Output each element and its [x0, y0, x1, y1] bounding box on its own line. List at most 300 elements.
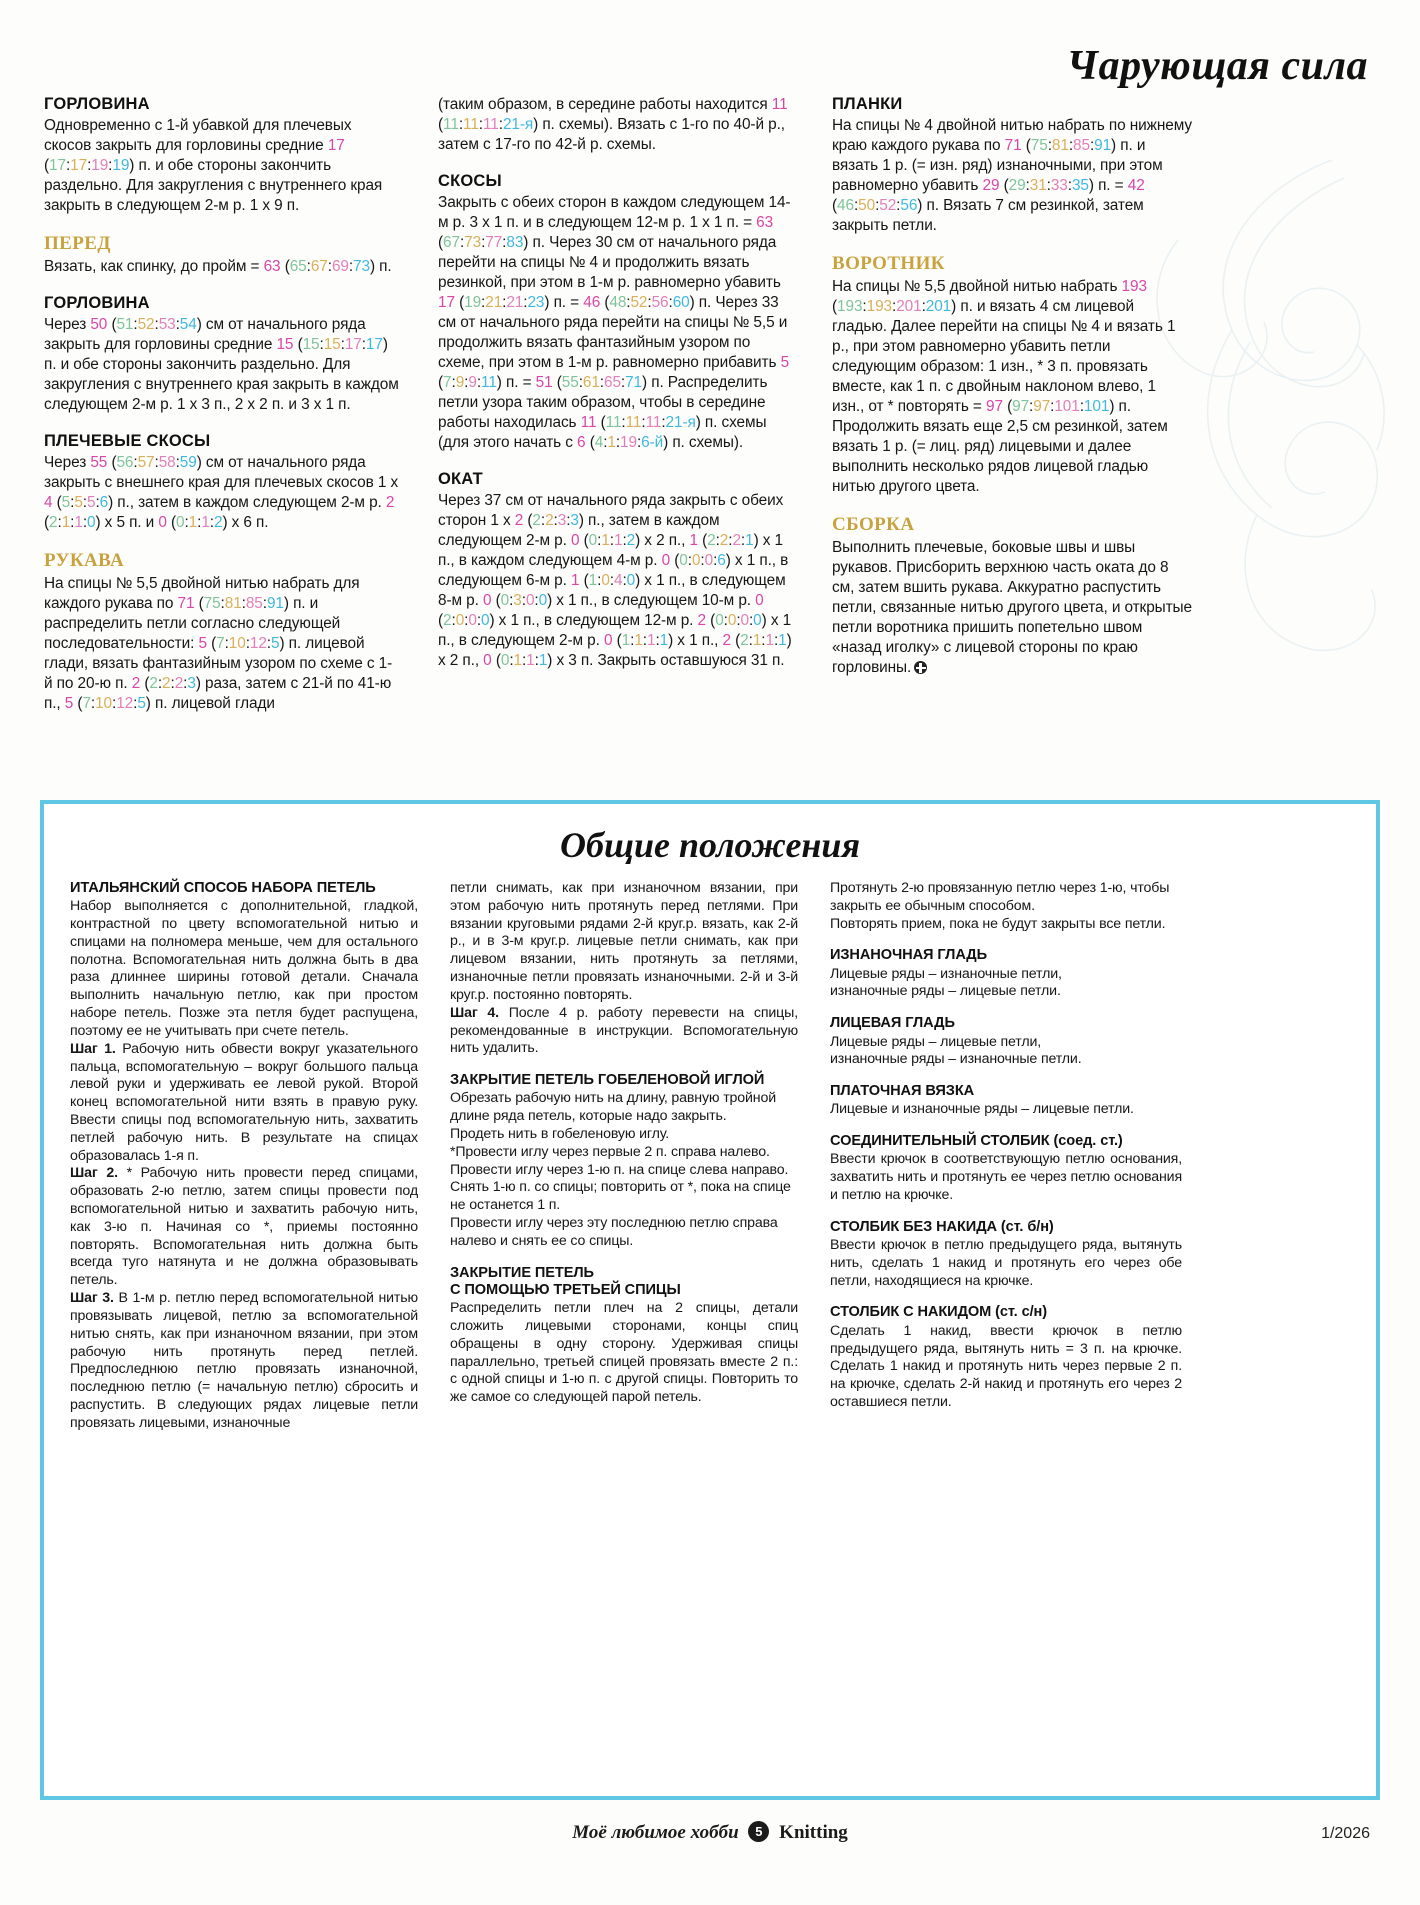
text-run: (: [194, 595, 204, 613]
size-value-s1: 5: [198, 635, 207, 653]
general-provisions-title: Общие положения: [560, 825, 860, 865]
text-run: :: [509, 652, 514, 670]
text-run: ) п. =: [1088, 177, 1128, 195]
text-run: (: [1021, 137, 1031, 155]
text-run: (: [579, 572, 589, 590]
text-run: :: [1068, 137, 1074, 155]
text-run: :: [603, 434, 608, 452]
glossary-paragraph: Лицевые ряды – лицевые петли,: [830, 1033, 1042, 1050]
size-value-s5: 1: [778, 632, 787, 650]
text-run: (: [107, 454, 117, 472]
size-value-s4: 12: [116, 695, 134, 713]
text-run: ) п. Распределить петли узора таким образом, чтобы в середине работы находилась: [438, 374, 768, 432]
text-run: (: [697, 532, 708, 550]
text-run: (: [166, 514, 177, 532]
section-heading: ПЛЕЧЕВЫЕ СКОСЫ: [44, 432, 211, 451]
text-run: :: [220, 595, 225, 613]
text-run: :: [175, 316, 180, 334]
size-value-s1: 4: [44, 494, 53, 512]
text-run: :: [748, 612, 754, 630]
text-run: :: [476, 612, 481, 630]
text-run: (: [206, 635, 217, 653]
text-run: :: [1047, 137, 1052, 155]
size-value-s5: 101: [1083, 398, 1110, 416]
size-value-s4: 19: [91, 157, 109, 175]
size-value-s4: 11: [482, 116, 499, 134]
text-run: (: [438, 234, 444, 252]
text-run: :: [476, 374, 481, 392]
text-run: (: [107, 316, 117, 334]
glossary-heading: СТОЛБИК БЕЗ НАКИДА (ст. б/н): [830, 1218, 1054, 1235]
text-run: На спицы № 5,5 двойной нитью набрать для каждого рукава по: [44, 575, 360, 613]
size-value-s3: 1: [607, 434, 616, 452]
article-columns: [44, 95, 1376, 714]
text-run: :: [209, 514, 214, 532]
glossary-paragraph: Провести иглу через эту последнюю петлю справа налево и снять ее со спицы.: [450, 1215, 778, 1249]
section-paragraph: [44, 315, 400, 415]
size-value-s2: 1: [621, 632, 631, 650]
text-run: :: [636, 434, 642, 452]
size-value-s4: 101: [1054, 398, 1080, 416]
size-value-s4: 56: [651, 294, 669, 312]
glossary-heading: ЗАКРЫТИЕ ПЕТЕЛЬ С ПОМОЩЬЮ ТРЕТЬЕЙ СПИЦЫ: [450, 1264, 681, 1298]
text-run: :: [170, 675, 175, 693]
size-value-s3: 81: [224, 595, 242, 613]
general-column-2: [450, 880, 798, 1433]
size-value-s2: 75: [203, 595, 221, 613]
text-run: ) см от начального ряда закрыть с внешнего края для плечевых скосов 1 х: [44, 454, 399, 492]
text-run: :: [87, 157, 92, 175]
glossary-paragraph: Повторять прием, пока не будут закрыты все петли.: [830, 915, 1166, 932]
text-run: :: [70, 494, 75, 512]
section-paragraph: [44, 453, 400, 533]
spacer: [450, 1251, 798, 1265]
end-of-article-icon: [914, 661, 927, 674]
size-value-s2: 75: [1030, 137, 1048, 155]
text-run: ) п. лицевой глади: [145, 695, 275, 713]
text-run: :: [620, 374, 626, 392]
section-heading: ГОРЛОВИНА: [44, 95, 150, 113]
text-run: (: [52, 494, 62, 512]
text-run: :: [892, 298, 897, 316]
size-value-s2: 0: [500, 592, 510, 610]
text-run: ) п. схемы).: [663, 434, 744, 452]
size-value-s2: 55: [561, 374, 579, 392]
section-heading: ГОРЛОВИНА: [44, 294, 150, 313]
size-value-s3: 2: [162, 675, 171, 693]
size-value-s5: 21-я: [665, 414, 696, 432]
glossary-paragraph: Шаг 3. В 1-м р. петлю перед вспомогательной нитью провязывать лицевой, петлю за вспомогательной нитью снять, как при изнаночном вязании, при этом рабочую нить протянуть перед петлей. Предпоследнюю петлю провязать изнаночной, последнюю петлю (= начальную петлю) сбросить и распустить. В следующих рядах лицевые петли провязать лицевыми, изнаночные: [70, 1290, 418, 1431]
text-run: :: [464, 612, 469, 630]
size-value-s2: 193: [837, 298, 863, 316]
size-value-s2: 0: [500, 652, 510, 670]
section-paragraph: [438, 491, 794, 671]
text-run: :: [626, 294, 631, 312]
article-title: Чарующая сила: [1066, 43, 1368, 89]
size-value-s1: 5: [780, 354, 790, 372]
size-value-s4: 2: [732, 532, 741, 550]
section-paragraph: [44, 574, 400, 714]
text-run: (: [1002, 398, 1013, 416]
spacer: [830, 1001, 1182, 1015]
spacer: [830, 1119, 1182, 1133]
size-value-s2: 7: [216, 635, 225, 653]
text-run: (: [706, 612, 716, 630]
size-value-s5: 1: [538, 652, 548, 670]
size-value-s4: 19: [620, 434, 637, 452]
spacer: [830, 1069, 1182, 1083]
size-value-s3: 21: [485, 294, 503, 312]
text-run: :: [521, 652, 527, 670]
text-run: :: [1046, 177, 1051, 195]
text-run: :: [740, 532, 746, 550]
size-value-s5: 56: [900, 197, 918, 215]
size-value-s2: 46: [837, 197, 854, 215]
text-run: Выполнить плечевые, боковые швы и швы рукавов. Присборить верхнюю часть оката до 8 см, затем вшить рукава. Аккуратно распустить петли, связанные нитью другого цвета, и открытые петли воротника пришить попетельно швом «назад иголку» с лицевой стороны по краю горловины.: [832, 539, 1192, 677]
size-value-s4: 1: [765, 632, 774, 650]
size-value-s4: 58: [158, 454, 176, 472]
text-run: ) п. Через 30 см от начального ряда перейти на спицы № 4 и продолжить вязать резинкой, при этом в 1-м р. равномерно убавить: [438, 234, 781, 292]
size-value-s1: 11: [580, 414, 597, 432]
glossary-paragraph: Ввести крючок в петлю предыдущего ряда, вытянуть нить, сделать 1 накид и протянуть его через обе петли, находящиеся на крючке.: [830, 1237, 1182, 1289]
text-run: :: [262, 595, 267, 613]
size-value-s4: 85: [245, 595, 263, 613]
size-value-s5: 0: [538, 592, 548, 610]
step-label: Шаг 4.: [450, 1004, 499, 1021]
text-run: (: [438, 612, 444, 630]
text-run: :: [1079, 398, 1084, 416]
step-label: Шаг 2.: [70, 1165, 118, 1182]
text-run: :: [622, 572, 627, 590]
text-run: :: [642, 632, 647, 650]
size-value-s5: 91: [266, 595, 284, 613]
text-run: :: [1025, 177, 1030, 195]
size-value-s4: 53: [158, 316, 176, 334]
text-run: :: [921, 298, 926, 316]
text-run: Через: [44, 316, 91, 334]
size-value-s2: 7: [443, 374, 452, 392]
size-value-s5: 0: [481, 612, 490, 630]
text-run: :: [761, 632, 766, 650]
glossary-paragraph: Шаг 1. Рабочую нить обвести вокруг указательного пальца, вспомогательную – вокруг большого пальца левой руки и удерживать ее левой рукой. Второй конец вспомогательной нити взять в правую руку. Ввести спицы под вспомогательную нить, захватить петлей рабочую нить. В результате на спицах образовалась 1-я п.: [70, 1040, 418, 1164]
size-value-s5: 2: [213, 514, 223, 532]
text-run: :: [154, 454, 159, 472]
text-run: :: [451, 374, 456, 392]
text-run: ) х 2 п.,: [438, 632, 792, 670]
size-value-s4: 0: [740, 612, 749, 630]
text-run: :: [481, 294, 486, 312]
text-run: ) см от начального ряда закрыть для горловины средние: [44, 316, 366, 354]
text-run: :: [622, 532, 627, 550]
size-value-s1: 29: [982, 177, 1000, 195]
text-run: (: [491, 652, 501, 670]
text-run: Закрыть с обеих сторон в каждом следующем 14-м р. 3 х 1 п. и в следующем 12-м р. 1 х 1 п. =: [438, 194, 791, 232]
section-paragraph: [44, 116, 400, 216]
glossary-paragraph: Провести иглу через 1-ю п. на спице слева направо.: [450, 1161, 789, 1178]
size-value-s4: 1: [646, 632, 656, 650]
size-value-s3: 15: [323, 336, 341, 354]
size-value-s4: 201: [896, 298, 922, 316]
glossary-paragraph: Шаг 2. * Рабочую нить провести перед спицами, образовать 2-ю петлю, затем спицы провести под вспомогательной нитью и захватить рабочую нить, как 3-ю п. Начиная со *, приемы постоянно повторять. Вспомогательная нить должна быть всегда туго натянута и не должна образовывать петель.: [70, 1165, 418, 1289]
size-value-s3: 0: [601, 572, 610, 590]
text-run: ) х 6 п.: [222, 514, 269, 532]
text-run: :: [266, 635, 271, 653]
size-value-s2: 2: [149, 675, 158, 693]
size-value-s4: 17: [344, 336, 362, 354]
footer-issue: 1/2026: [1321, 1825, 1370, 1842]
text-run: :: [599, 374, 604, 392]
text-run: ) п. и обе стороны закончить раздельно. Для закругления с внутреннего края закрыть в каждом следующем 2-м р. 1 х 3 п., 2 х 2 п. и 3 х 1 п.: [44, 336, 399, 414]
text-run: (: [44, 514, 50, 532]
size-value-s2: 48: [609, 294, 627, 312]
text-run: :: [523, 294, 528, 312]
size-value-s3: 193: [866, 298, 892, 316]
size-value-s5: 35: [1071, 177, 1089, 195]
text-run: ) раза, затем с 21-й по 41-ю п.,: [44, 675, 392, 713]
text-run: :: [723, 612, 728, 630]
text-run: :: [175, 454, 180, 472]
text-run: (: [44, 157, 50, 175]
section-paragraph: [44, 257, 400, 277]
size-value-s3: 3: [513, 592, 522, 610]
text-run: ) п. Продолжить вязать еще 2,5 см резинкой, затем вязать 1 р. (= лиц. ряд) лицевыми и далее выполнить несколько рядов лицевой гладью нитью другого цвета.: [832, 398, 1168, 496]
size-value-s2: 2: [49, 514, 58, 532]
glossary-heading: СТОЛБИК С НАКИДОМ (ст. с/н): [830, 1304, 1048, 1321]
text-run: ) п., затем в каждом следующем 2-м р.: [438, 512, 720, 550]
text-run: :: [1029, 398, 1034, 416]
size-value-s5: 1: [745, 532, 754, 550]
size-value-s3: 10: [228, 635, 246, 653]
text-run: ) п. и распределить петли согласно следующей последовательности:: [44, 595, 341, 653]
size-value-s2: 97: [1012, 398, 1030, 416]
text-run: ) х 1 п.,: [668, 632, 723, 650]
text-run: :: [713, 552, 718, 570]
glossary-paragraph: петли снимать, как при изнаночном вязании, при этом рабочую нить протянуть перед петлями. При вязании круговыми рядами 2-й круг.р. вязать, как 2-й р., и в 3-м круг.р. лицевые петли снимать, как при лицевом вязании, нить протянуть за петлями, изнаночные петли провязать изнаночными. 2-й и 3-й круг.р. постоянно повторять.: [450, 880, 798, 1003]
section-heading: ПЛАНКИ: [832, 95, 903, 113]
size-value-s3: 11: [463, 116, 479, 134]
size-value-s5: 6-й: [641, 434, 664, 452]
text-run: :: [509, 592, 514, 610]
size-value-s3: 52: [137, 316, 155, 334]
size-value-s4: 0: [468, 612, 477, 630]
size-value-s4: 1: [74, 514, 83, 532]
size-value-s2: 56: [116, 454, 134, 472]
size-value-s2: 29: [1008, 177, 1026, 195]
size-value-s1: 55: [90, 454, 108, 472]
size-value-s3: 10: [95, 695, 113, 713]
general-column-3: [830, 880, 1182, 1433]
size-value-s5: 21-я: [502, 116, 534, 134]
glossary-paragraph: Лицевые и изнаночные ряды – лицевые петли.: [830, 1101, 1134, 1118]
text-run: :: [241, 595, 246, 613]
size-value-s1: 6: [577, 434, 586, 452]
text-run: :: [896, 197, 901, 215]
section-paragraph: [832, 277, 1192, 497]
spacer: [830, 1290, 1182, 1304]
article-pattern-instructions: [0, 0, 1420, 790]
text-run: :: [597, 532, 602, 550]
text-run: ) п. и обе стороны закончить раздельно. Для закругления с внутреннего края закрыть в следующем 2-м р. 1 х 9 п.: [44, 157, 383, 215]
size-value-s1: 0: [604, 632, 613, 650]
text-run: :: [183, 675, 188, 693]
text-run: :: [361, 336, 366, 354]
size-value-s2: 0: [176, 514, 185, 532]
size-value-s1: 2: [385, 494, 395, 512]
glossary-heading: ПЛАТОЧНАЯ ВЯЗКА: [830, 1083, 975, 1100]
text-run: :: [773, 632, 779, 650]
size-value-s3: 2: [545, 512, 554, 530]
size-value-s2: 19: [464, 294, 482, 312]
text-run: (: [832, 298, 838, 316]
text-run: :: [133, 454, 138, 472]
size-value-s5: 54: [179, 316, 197, 334]
text-run: :: [641, 414, 646, 432]
size-value-s5: 60: [672, 294, 690, 312]
text-run: :: [597, 572, 602, 590]
text-run: ) п. лицевой глади, вязать фантазийным узором по схеме с 1-й по 20-ю п.: [44, 635, 393, 693]
size-value-s5: 83: [506, 234, 524, 252]
footer-brand-en: Knitting: [779, 1822, 848, 1843]
size-value-s3: 11: [625, 414, 642, 432]
size-value-s2: 0: [679, 552, 688, 570]
text-run: :: [647, 294, 652, 312]
size-value-s3: 1: [634, 632, 643, 650]
text-run: ) п. и вязать 1 р. (= изн. ряд) изнаночными, при этом равномерно убавить: [832, 137, 1163, 195]
size-value-s1: 1: [689, 532, 698, 550]
text-run: :: [458, 116, 463, 134]
size-value-s2: 17: [49, 157, 66, 175]
size-value-s4: 1: [201, 514, 210, 532]
text-run: :: [1067, 177, 1072, 195]
spacer: [830, 1205, 1182, 1219]
text-run: :: [157, 675, 163, 693]
text-run: :: [621, 414, 626, 432]
glossary-paragraph: Продеть нить в гобеленовую иглу.: [450, 1125, 670, 1142]
text-run: ) х 1 п., в следующем 12-м р.: [489, 612, 698, 630]
size-value-s5: 3: [187, 675, 196, 693]
size-value-s1: 0: [482, 592, 492, 610]
text-run: :: [82, 494, 87, 512]
section-paragraph: [438, 95, 794, 155]
size-value-s1: 50: [90, 316, 108, 334]
size-value-s1: 1: [570, 572, 580, 590]
glossary-paragraph: Протянуть 2-ю провязанную петлю через 1-ю, чтобы закрыть ее обычным способом.: [830, 880, 1170, 914]
size-value-s4: 0: [525, 592, 535, 610]
size-value-s3: 73: [464, 234, 482, 252]
text-run: ) п. и вязать 4 см лицевой гладью. Далее перейти на спицы № 4 и вязать 1 р., при этом равномерно убавить петли следующим образом: 1 изн., * 3 п. провязать вместе, как 1 п. с двойным наклоном влево, 1 изн., от * повторять =: [832, 298, 1176, 416]
text-run: (: [832, 197, 838, 215]
text-run: :: [95, 494, 100, 512]
glossary-paragraph: Лицевые ряды – изнаночные петли,: [830, 965, 1062, 982]
size-value-s1: 46: [583, 294, 601, 312]
size-value-s3: 61: [582, 374, 600, 392]
size-value-s1: 97: [986, 398, 1003, 416]
text-run: :: [133, 316, 138, 334]
text-run: На спицы № 5,5 двойной нитью набрать: [832, 278, 1122, 296]
text-run: Через 37 см от начального ряда закрыть с обеих сторон 1 х: [438, 492, 784, 530]
text-run: ) п. схемы (для этого начать с: [438, 414, 767, 452]
size-value-s1: 0: [483, 652, 492, 670]
text-run: :: [534, 652, 539, 670]
text-run: :: [348, 258, 354, 276]
text-run: Одновременно с 1-й убавкой для плечевых скосов закрыть для горловины средние: [44, 117, 352, 155]
section-heading: ВОРОТНИК: [832, 253, 945, 275]
size-value-s4: 65: [603, 374, 621, 392]
size-value-s2: 2: [532, 512, 541, 530]
text-run: (: [140, 675, 150, 693]
step-label: Шаг 1.: [70, 1040, 116, 1057]
text-run: :: [224, 635, 229, 653]
size-value-s1: 71: [1004, 137, 1022, 155]
size-value-s5: 73: [353, 258, 370, 276]
text-run: ) п. Вязать 7 см резинкой, затем закрыть петли.: [832, 197, 1144, 235]
glossary-paragraph: *Провести иглу через первые 2 п. справа налево.: [450, 1143, 770, 1160]
size-value-s1: 0: [661, 552, 671, 570]
text-run: ) х 5 п. и: [95, 514, 159, 532]
text-run: :: [553, 512, 558, 530]
size-value-s2: 65: [289, 258, 307, 276]
size-value-s2: 1: [588, 572, 598, 590]
size-value-s5: 11: [481, 374, 497, 392]
text-run: :: [668, 294, 673, 312]
size-value-s4: 85: [1073, 137, 1090, 155]
size-value-s4: 1: [526, 652, 535, 670]
size-value-s4: 1: [613, 532, 623, 550]
text-run: ) х 1 п., в следующем 8-м р.: [438, 572, 786, 610]
text-run: :: [736, 612, 741, 630]
footer-brand: [0, 1822, 1420, 1844]
text-run: ) п. Через 33 см от начального ряда перейти на спицы № 5,5 и продолжить вязать фантазийным узором по схеме, при этом в 1-м р. равномерно прибавить: [438, 294, 788, 372]
size-value-s3: 31: [1029, 177, 1047, 195]
glossary-paragraph: Ввести крючок в соответствующую петлю основания, захватить нить и протянуть ее через петлю основания и петлю на крючке.: [830, 1151, 1182, 1203]
size-value-s5: 3: [570, 512, 579, 530]
size-value-s4: 3: [557, 512, 567, 530]
section-heading: ОКАТ: [438, 470, 483, 489]
size-value-s2: 7: [82, 695, 91, 713]
text-run: (: [293, 336, 303, 354]
size-value-s2: 15: [302, 336, 320, 354]
size-value-s4: 33: [1050, 177, 1068, 195]
size-value-s1: 2: [722, 632, 731, 650]
size-value-s3: 9: [455, 374, 465, 392]
size-value-s1: 193: [1121, 278, 1147, 296]
size-value-s3: 67: [310, 258, 328, 276]
size-value-s5: 201: [925, 298, 952, 316]
text-run: (: [999, 177, 1009, 195]
size-value-s4: 11: [645, 414, 662, 432]
text-run: ) п., затем в каждом следующем 2-м р.: [108, 494, 386, 512]
size-value-s5: 6: [717, 552, 726, 570]
size-value-s2: 2: [740, 632, 749, 650]
size-value-s1: 0: [755, 592, 764, 610]
size-value-s5: 59: [179, 454, 197, 472]
glossary-heading: ИТАЛЬЯНСКИЙ СПОСОБ НАБОРА ПЕТЕЛЬ: [70, 880, 376, 896]
size-value-s3: 52: [630, 294, 648, 312]
text-run: :: [1089, 137, 1095, 155]
glossary-paragraph: Сделать 1 накид, ввести крючок в петлю предыдущего ряда, вытянуть нить = 3 п. на крючке. Сделать 1 накид и протянуть нить через первые 2 п. на крючке, сделать 2-й накид и протянуть его через 2 оставшиеся петли.: [830, 1322, 1182, 1410]
size-value-s3: 1: [601, 532, 610, 550]
size-value-s4: 77: [485, 234, 503, 252]
size-value-s4: 5: [86, 494, 96, 512]
text-run: ) х 1 п., в следующем 10-м р.: [547, 592, 756, 610]
glossary-heading: ИЗНАНОЧНАЯ ГЛАДЬ: [830, 947, 987, 964]
size-value-s3: 0: [727, 612, 737, 630]
size-value-s3: 57: [137, 454, 155, 472]
size-value-s3: 50: [858, 197, 876, 215]
text-run: ) х 3 п. Закрыть оставшуюся 31 п.: [547, 652, 785, 670]
text-run: :: [615, 434, 621, 452]
text-run: :: [245, 635, 250, 653]
